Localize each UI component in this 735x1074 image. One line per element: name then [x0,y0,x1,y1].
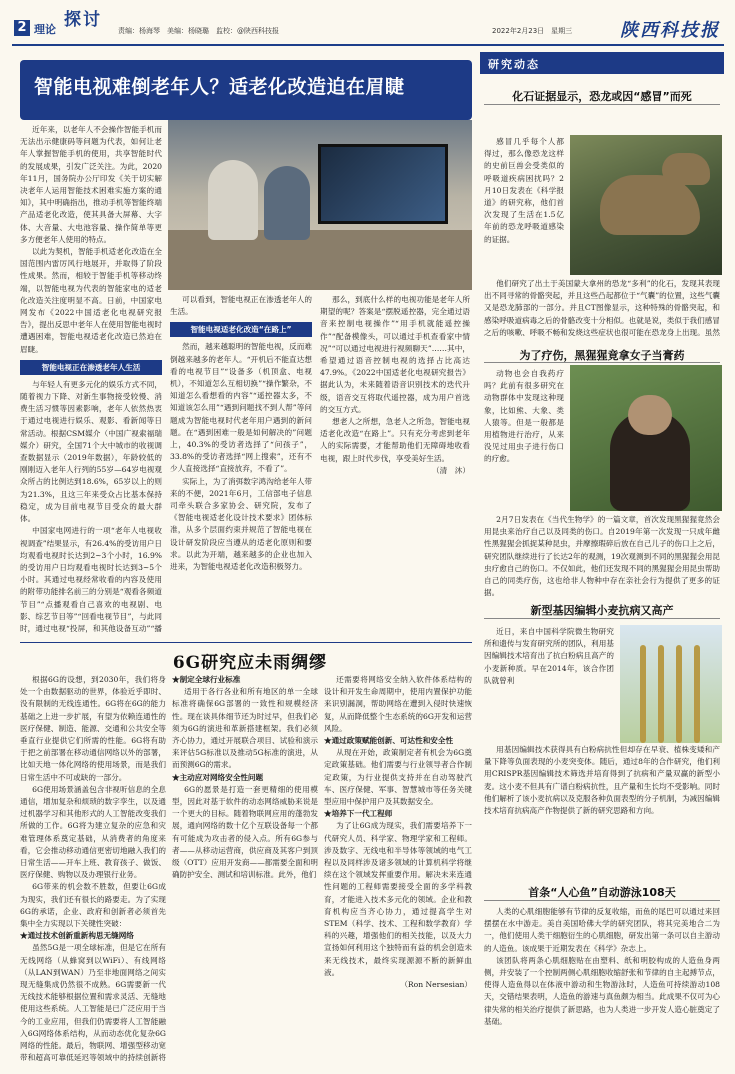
fish-headline: 首条“人心鱼”自动游泳108天 [528,886,676,899]
wheat-headline: 新型基因编辑小麦抗病又高产 [530,604,674,617]
page-header [12,10,724,46]
paragraph: 与年轻人有更多元化的娱乐方式不同，随着视力下降、对新生事物接受较慢、消费生活习惯等因素影响，老年人依然热衷于通过电视进行娱乐、观影、看新闻等日常活动。根据CSM媒介（中国广视索福瑞媒介）研究，全国71个大中城市的收视调查数据显示（2019年数据），年龄较低的刚刚迈入老年人行列的55岁—64岁电视观众所占的比例达到18.6%，65岁以上的则为21.3%，且这三年来受众占比基本保持稳定，成为目前电视节目受众的最大群体。 [20,379,162,524]
subheading: 智能电视适老化改造“在路上” [170,322,312,337]
person-image [208,160,258,240]
section-heading: ★培养下一代工程师 [324,809,393,819]
divider [484,900,720,901]
paragraph: 那么，到底什么样的电视功能是老年人所期望的呢？答案是“摆脱遥控器，完全通过语音来控制电视操作”“用手机就能遥控操作”“配备模像头，可以通过手机查看家中情况”“可以通过电视进行视频聊天”……其中，希望通过语音控制电视的选择占比高达47.9%。《2022中国适老化电视研究报告》据此认为，未来随着语音识别技术的迭代升级，语音交互将取代遥控器，成为用户首选的交互方式。 [320,295,470,414]
wheat-photo [620,625,722,743]
main-article-col3 [320,294,470,636]
page-number: 2 [14,20,30,36]
g6-col2 [172,674,318,1066]
divider [20,642,472,643]
section-heading: ★主动应对网络安全性问题 [172,772,264,782]
wheat-col-wide [484,744,720,830]
paragraph: 从现在开始，政策制定者有机会为6G奠定政策基础。他们需要与行业领导者合作制定政策，为行业提供支持并在自动驾驶汽车、医疗保健、军事、智慧城市等任务关键型应用中保护用户及其数据安全。 [324,748,472,807]
paragraph: 可以看到，智能电视正在渗透老年人的生活。 [170,295,312,317]
chimp-col-wide [484,514,720,600]
banner-label: 研究动态 [488,58,540,71]
paragraph: 还需要将网络安全纳入软件体系结构的设计和开发生命周期中，使用内置保护功能来识别漏洞，帮助网络在遭到入侵时快速恢复，从而降低整个生态系统的6G开发和运营风险。 [324,675,472,733]
paragraph: 用基因编辑技术获得具有白粉病抗性但却存在早衰、植株变矮和产量下降等负面表现的小麦突变体。随后，通过8年的合作研究，他们利用CRISPR基因编辑技术筛选并培育得到了抗病和产量双赢的新型小麦。这小麦不但具有广谱白粉病抗性，且产量和生长均不受影响。同时他们解析了该小麦抗病以及克服各种负面表型的分子机制，为减因编辑技术培育抗病高产作物提供了新的研究思路和方向。 [484,745,720,816]
paragraph: 想老人之所想，急老人之所急，智能电视适老化改造“在路上”。只有充分考虑到老年人的实际需要，才能帮助他们无障碍地收看电视，跟上时代步伐，享受美好生活。 [320,417,470,463]
fish-col [484,906,720,1068]
section-heading: ★制定全球行业标准 [172,675,241,684]
paragraph: 为了让6G成为现实，我们需要培养下一代研究人员、科学家、物理学家和工程师。涉及数字、无线电和半导体等领域的电气工程以及同样涉及诸多领域的计算机科学将继续在这个领域发挥重要作用。解决未来连通性问题的工程师需要接受全面的多学科教育，才能进入技术多元化的领域。企业和教育机构应当齐心协力，通过提高学生对STEM（科学、技术、工程和数学教育）学科的兴趣，增强他们的相关技能，以及大力宣扬如何利用这个独特而有益的机会创造未来无线技术，最终实现源源不断的新鲜血液。 [324,821,472,977]
paragraph: 人类的心肌细胞能够有节律的反复收缩，而鱼的尾巴可以通过来回摆摆在水中游走。美自美国哈佛大学的研究团队，将其完美地合二为一，他们使用人类干细胞衍生的心肌细胞，研发出第一条可以自主游动的人造鱼。该成果于近期发表在《科学》杂志上。 [484,907,720,953]
elderly-watching-tv-photo [168,120,472,290]
paragraph: 6G带来的机会数不胜数，但要让6G成为现实，我们还有很长的路要走。为了实现6G的承诺，企业、政府和创新者必须首先集中全力实现以下关键性突破： [20,882,166,929]
wheat-stalk-image [658,645,664,743]
paragraph: 他们研究了出土于美国蒙大拿州的恐龙“多利”的化石，发现其表现出不同寻常的骨骼突起，并且这些凸起都位于“气囊”的位置，这些气囊又是恐龙肺部的一部分。并且CT图像显示，这种特殊的骨骼突起，和感染呼吸道病毒之后的骨骼改变十分相似。也就是说，类似于我们感冒之后的咳嗽、呼吸不畅和发烧这些症状也很可能在恐龙身上出现。虽然 [484,279,720,337]
section-label-small: 理论 [34,23,56,36]
wheat-stalk-image [694,645,700,743]
divider [484,104,720,105]
main-headline: 智能电视难倒老年人？适老化改造迫在眉睫 [34,76,405,98]
paragraph: 适用于各行各业和所有地区的单一全球标准将确保6G部署的一致性和规模经济性。现在谈具体细节还为时过早，但我们必须为6G的演进和革新搭建框架。我们必须齐心协力，通过开展联合项目、试验和演示来评估5G标准以及推动5G标准的演进，从而预测6G的需求。 [172,687,318,770]
paragraph: 2月7日发表在《当代生物学》的一篇文章，首次发现黑猩猩竟然会用昆虫来治疗自己以及同类的伤口。自2019年第一次发现一只成年雌性黑猩猩会抓捉某种昆虫，并摩擦瑕碎后放在自己儿子的伤口上之后，研究团队继续进行了长达2年的观测，19次观测到不同的黑猩猩会用昆虫疗愈自己的伤口。不仅如此，他们还发现不同的黑猩猩会用昆虫帮助自己的同类疗伤，这也给非人物种中存在亲社会行为提供了更多的证据。 [484,515,720,598]
chimp-col-narrow [484,368,564,514]
dinosaur-head-image [662,153,710,185]
newspaper-masthead: 陕西科技报 [620,20,720,41]
paragraph: 该团队将两条心肌细胞贴在由塑料、纸和明胶构成的人造鱼身两侧，并安装了一个控制两侧心肌细胞收缩舒张和节律的自主起搏节点，使得人造鱼得以在体液中游动和生物游泳时，人造鱼可持续游动108天，交错结果表明，人造鱼的游速与真鱼颇为相当。此成果不仅可为心律失常的相关治疗提供了新思路，也为人类进一步开发人造心脏奠定了基础。 [484,955,720,1026]
dino-col-narrow [484,136,564,278]
author-signature: （Ron Nersesian） [400,980,472,990]
g6-col3 [324,674,472,1066]
paragraph: 虽然5G是一项全球标准，但是它在所有无线网络（从蜂窝到以WiFi）、有线网络（从LAN到WAN）乃至非地面网络之间实现无缝集成仍然很不成熟。6G需要新一代无线技术能够根据位置和需求灵活、无缝地使用这些系统。人工智能是已广泛应用于当今的工业应用，但我们仍需要将人工智能融入6G网络体系结构，从而动态优化复杂6G网络的性能。最后，物联网、增强型移动宽带和超高可靠低延迟等领域中的持续创新将 [20,943,166,1063]
chimpanzee-photo [570,365,722,511]
paragraph: 感冒几乎每个人都得过，那么像恐龙这样的史前巨兽会受类似的呼吸道疾病困扰吗？2月10日发表在《科学报道》的研究称，他们首次发现了生活在1.5亿年前的恐龙呼吸道感染的证据。 [484,137,564,244]
main-article-col2 [170,294,312,636]
divider [484,618,720,619]
chimpanzee-face-image [628,395,672,435]
paragraph: 根据6G的设想，到2030年，我们将身处一个由数据驱动的世界，体验近乎即时、没有限制的无线连通性。6G将在6G的能力基础之上进一步扩展，有望为依赖连通性的医疗保健、制造、能源、交通和公共安全等垂直行业提供它们所需的性能。6G将有助于把之前部署在移动通信网络以外的部署，比如天地一体化网络的使用场景，而是我们日常生活中不可或缺的一部分。 [20,675,166,782]
paragraph: 近日，来自中国科学院微生物研究所和遗传与发育研究所的团队，利用基因编辑技术培育出了抗白粉病且高产的小麦新种质。早在2014年，该合作团队就曾利 [484,627,614,685]
paragraph: 中国家电网进行的一项“老年人电视收视调查”结果显示，有26.4%的受访用户日均观看电视时长达到2~3个小时，16.9%的受访用户日均观看电视时长达到3~5个小时。其通过电视经常收看的内容及使用的附带功能排名前三的分别是“观看各频道节目”“点播观看自己喜欢的电视剧、电影、综艺节目等”“回看电视节目”，与此同时，通过电视“投屏，和其他设备互动”“播 [20,526,162,633]
dinosaur-photo [570,135,722,275]
editors-line: 责编：杨海琴 美编：杨晓璐 监校：@陕西科技报 [118,27,279,35]
paragraph: 实际上，为了消弭数字鸿沟给老年人带来的不便，2021年6月，工信部电子信息司牵头联合多家协会、研究院，发布了《智能电视适老化设计技术要求》团体标准，从多个层面约束并规范了智能电视在设计研发阶段应当遵从的适老化原则和要求。以此为开端，越来越多的企业也加入进来，为智能电视适老化改造积极努力。 [170,476,312,572]
subheading: 智能电视正在渗透老年人生活 [20,360,162,375]
paragraph: 近年来，以老年人不会操作智能手机而无法出示健康码等问题为代表，如何让老年人掌握智能手机的使用，共享智能时代的发展成果，引发广泛关注。为此，2020年11月，国务院办公厅印发《关于切实解决老年人运用智能技术困难实施方案的通知》，其中明确指出，推动手机等智能终端产品适老化改造，使其具备大屏幕、大字体、大音量、大电池容量、操作简单等更多方便老年人使用的特点。 [20,125,162,244]
paragraph: 6G使用场景涵盖包含非视听信息的全息通信，增加复杂和烦琐的数字孪生，以及通过机器学习和其他形式的人工智能改变我们所做的工作。6G将为建立复杂的应急和灾难管理体系奠定基础，从消费者的角度来看，它会推动移动通信更密切地融入我们的日常生活——开车上班、教育孩子、做饭、医疗保健、购物以及办理银行业务。 [20,784,166,880]
paragraph: 以此为契机，智能手机适老化改造在全国范围内雷厉风行地展开，并取得了阶段性成果。然而，相较于智能手机等移动终端，以智能电视为代表的智能家电的适老化改造关注度明显不高。日前，中国家电网发布《2022中国适老化电视研究报告》，提出反思中老年人在使用智能电视时遭遇困难，智能电视适老化改造已然迫在眉睫。 [20,247,162,354]
g6-col1 [20,674,166,1066]
section-label-big: 探讨 [64,10,102,30]
wheat-stalk-image [676,645,682,743]
research-news-banner [480,52,724,74]
wheat-stalk-image [640,645,646,743]
main-headline-banner [20,60,472,120]
g6-headline: 6G研究应未雨绸缪 [172,653,328,673]
divider [484,362,720,363]
author-signature: （清 沐） [432,465,470,475]
dino-headline: 化石证据显示，恐龙或因“感冒”而死 [512,90,692,103]
main-article-col1 [20,124,162,636]
person-image [264,166,310,240]
wheat-col-narrow [484,626,614,744]
paragraph: 动物也会自我药疗吗？此前有很多研究在动物群体中发现这种现象，比如熊、大象、类人猿等。但是一般都是用植物进行治疗，从来没见过用虫子进行伤口的疗愈。 [484,369,564,464]
paragraph: 然而，越来越聪明的智能电视，反而难倒越来越多的老年人。“开机后不能直达想看的电视节目”“设备多（机顶盒、电视机），不知道怎么互相切换”“操作繁杂，不知道怎么看想看的内容”“遥控器太多，不知道该怎么用”“遇到问题找不到人帮”等问题成为智能电视时代老年用户遇到的新问题。在“遇到困难一般是如何解决的”问题上，40.3%的受访者选择了“问孩子”，33.8%的受访者选择“网上搜索”，还有不少人直接选择“直接放弃，不看了”。 [170,342,312,474]
tv-screen-image [318,144,448,224]
issue-date: 2022年2月23日 星期三 [492,27,573,35]
chimp-headline: 为了疗伤，黑猩猩竟拿女子当膏药 [519,349,685,362]
dino-col-wide [484,278,720,340]
paragraph: 6G的愿景是打造一套更精细的使用模型，因此对基于软件的动态网络威胁来说是一个更大的目标。随着物联网应用的蓬勃发展，通向网络的数十亿个互联设备每一个都有可能成为攻击者的侵入点。所有6G参与者——从移动运营商，供应商及其客户到顶级（OTT）应用开发商——都需要全面和明确防护安全、测试和培训标准。此外，他们 [172,784,318,880]
section-heading: ★通过技术创新重新构思无缝网络 [20,931,134,941]
section-heading: ★通过政策赋能创新、可达性和安全性 [324,736,454,746]
